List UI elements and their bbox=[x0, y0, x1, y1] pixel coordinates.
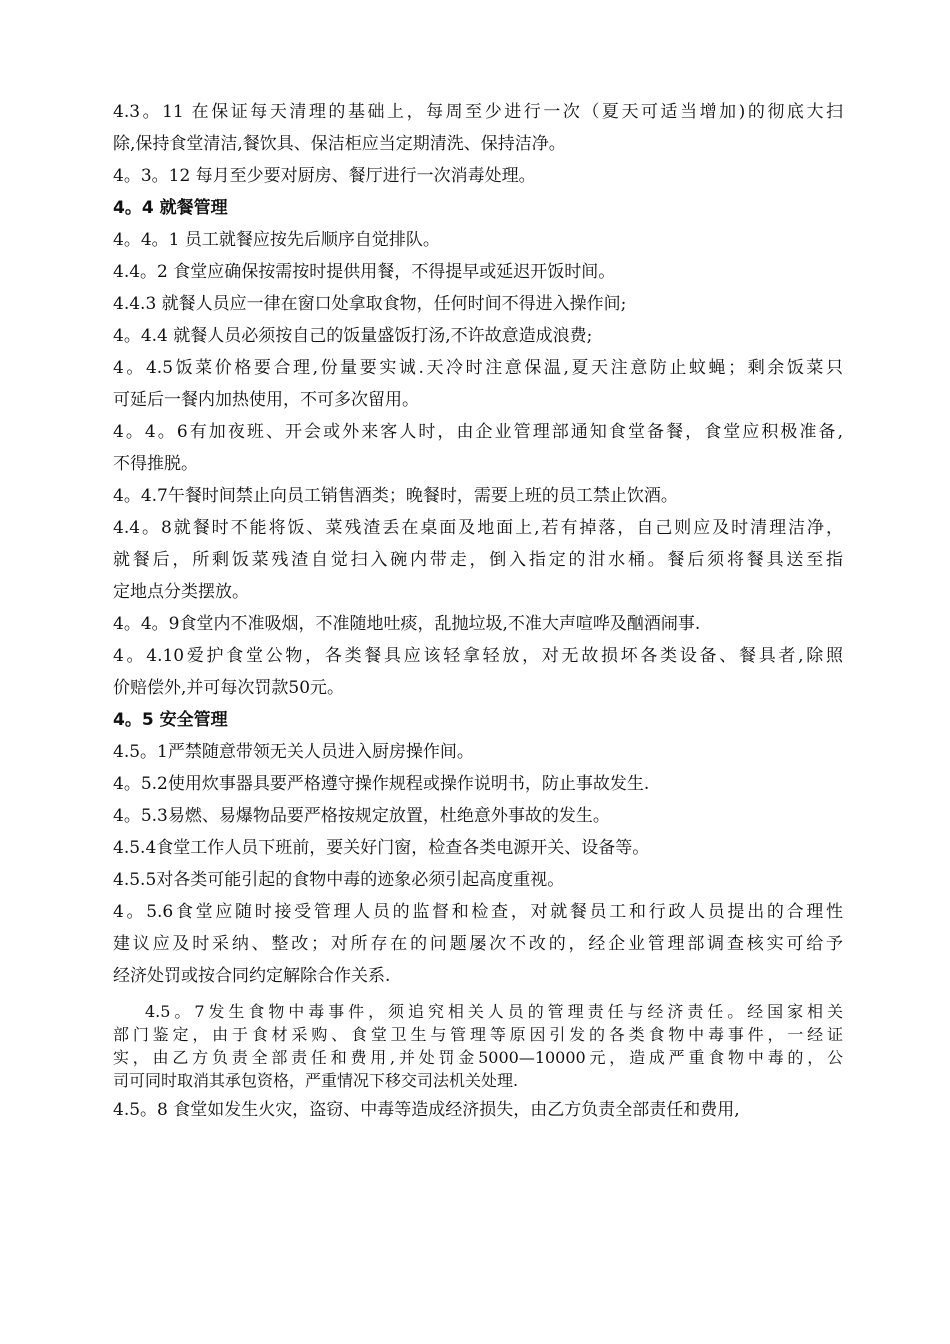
clause-paragraph bbox=[113, 320, 843, 352]
clause-paragraph bbox=[113, 288, 843, 320]
clause-paragraph-dense bbox=[113, 1000, 843, 1092]
clause-paragraph bbox=[113, 800, 843, 832]
text-line: 不得推脱。 bbox=[113, 454, 198, 474]
text-line: 司可同时取消其承包资格，严重情况下移交司法机关处理. bbox=[113, 1071, 519, 1090]
text-line: 4.5。7发生食物中毒事件，须追究相关人员的管理责任与经济责任。经国家相关 bbox=[145, 1002, 843, 1021]
text-line: 4。5.6食堂应随时接受管理人员的监督和检查，对就餐员工和行政人员提出的合理性 bbox=[113, 902, 843, 922]
text-line: 可延后一餐内加热使用，不可多次留用。 bbox=[113, 390, 419, 410]
clause-paragraph bbox=[113, 352, 843, 416]
text-line: 4.3。11 在保证每天清理的基础上，每周至少进行一次（夏天可适当增加)的彻底大扫 bbox=[113, 102, 843, 122]
text-line: 4。3。12 每月至少要对厨房、餐厅进行一次消毒处理。 bbox=[113, 166, 536, 186]
text-line: 4。4。9食堂内不准吸烟，不准随地吐痰，乱抛垃圾,不准大声喧哗及酗酒闹事. bbox=[113, 614, 701, 634]
clause-paragraph bbox=[113, 736, 843, 768]
text-line: 4.5。8 食堂如发生火灾，盗窃、中毒等造成经济损失，由乙方负责全部责任和费用, bbox=[113, 1100, 740, 1120]
text-line: 实，由乙方负责全部责任和费用,并处罚金5000—10000元，造成严重食物中毒的，公 bbox=[113, 1048, 843, 1067]
text-line: 4.5。1严禁随意带领无关人员进入厨房操作间。 bbox=[113, 742, 474, 762]
section-heading: 4。4 就餐管理 bbox=[113, 198, 228, 218]
text-line: 4。4.4 就餐人员必须按自己的饭量盛饭打汤,不许故意造成浪费; bbox=[113, 326, 593, 346]
text-line: 4。4。6有加夜班、开会或外来客人时，由企业管理部通知食堂备餐，食堂应积极准备, bbox=[113, 422, 843, 442]
text-line: 价赔偿外,并可每次罚款50元。 bbox=[113, 678, 345, 698]
text-line: 4。5.2使用炊事器具要严格遵守操作规程或操作说明书，防止事故发生. bbox=[113, 774, 650, 794]
clause-paragraph bbox=[113, 224, 843, 256]
text-line: 4。4.7午餐时间禁止向员工销售酒类；晚餐时，需要上班的员工禁止饮酒。 bbox=[113, 486, 678, 506]
text-line: 4。4。1 员工就餐应按先后顺序自觉排队。 bbox=[113, 230, 440, 250]
text-line: 经济处罚或按合同约定解除合作关系. bbox=[113, 966, 391, 986]
text-line: 4.4。8就餐时不能将饭、菜残渣丢在桌面及地面上,若有掉落，自己则应及时清理洁净， bbox=[113, 518, 843, 538]
clause-paragraph bbox=[113, 864, 843, 896]
text-line: 就餐后，所剩饭菜残渣自觉扫入碗内带走，倒入指定的泔水桶。餐后须将餐具送至指 bbox=[113, 550, 843, 570]
clause-paragraph bbox=[113, 512, 843, 608]
clause-paragraph bbox=[113, 1094, 843, 1126]
text-line: 除,保持食堂清洁,餐饮具、保洁柜应当定期清洗、保持洁净。 bbox=[113, 134, 566, 154]
text-line: 建议应及时采纳、整改；对所存在的问题屡次不改的，经企业管理部调查核实可给予 bbox=[113, 934, 843, 954]
clause-paragraph bbox=[113, 832, 843, 864]
text-line: 4.5.4食堂工作人员下班前，要关好门窗，检查各类电源开关、设备等。 bbox=[113, 838, 650, 858]
clause-paragraph bbox=[113, 416, 843, 480]
text-line: 定地点分类摆放。 bbox=[113, 582, 249, 602]
text-line: 4.4.3 就餐人员应一律在窗口处拿取食物，任何时间不得进入操作间; bbox=[113, 294, 627, 314]
clause-paragraph bbox=[113, 480, 843, 512]
clause-paragraph bbox=[113, 896, 843, 992]
text-line: 4.5.5对各类可能引起的食物中毒的迹象必须引起高度重视。 bbox=[113, 870, 565, 890]
clause-paragraph bbox=[113, 608, 843, 640]
text-line: 4。4.10爱护食堂公物，各类餐具应该轻拿轻放，对无故损坏各类设备、餐具者,除照 bbox=[113, 646, 843, 666]
text-line: 部门鉴定，由于食材采购、食堂卫生与管理等原因引发的各类食物中毒事件，一经证 bbox=[113, 1025, 843, 1044]
text-line: 4.4。2 食堂应确保按需按时提供用餐，不得提早或延迟开饭时间。 bbox=[113, 262, 616, 282]
clause-paragraph bbox=[113, 640, 843, 704]
text-line: 4。4.5饭菜价格要合理,份量要实诚.天冷时注意保温,夏天注意防止蚊蝇；剩余饭菜只 bbox=[113, 358, 843, 378]
clause-paragraph bbox=[113, 768, 843, 800]
text-line: 4。5.3易燃、易爆物品要严格按规定放置，杜绝意外事故的发生。 bbox=[113, 806, 610, 826]
clause-paragraph bbox=[113, 160, 843, 192]
section-heading: 4。5 安全管理 bbox=[113, 710, 228, 730]
clause-paragraph bbox=[113, 256, 843, 288]
document-page bbox=[113, 96, 843, 1126]
clause-paragraph bbox=[113, 96, 843, 160]
